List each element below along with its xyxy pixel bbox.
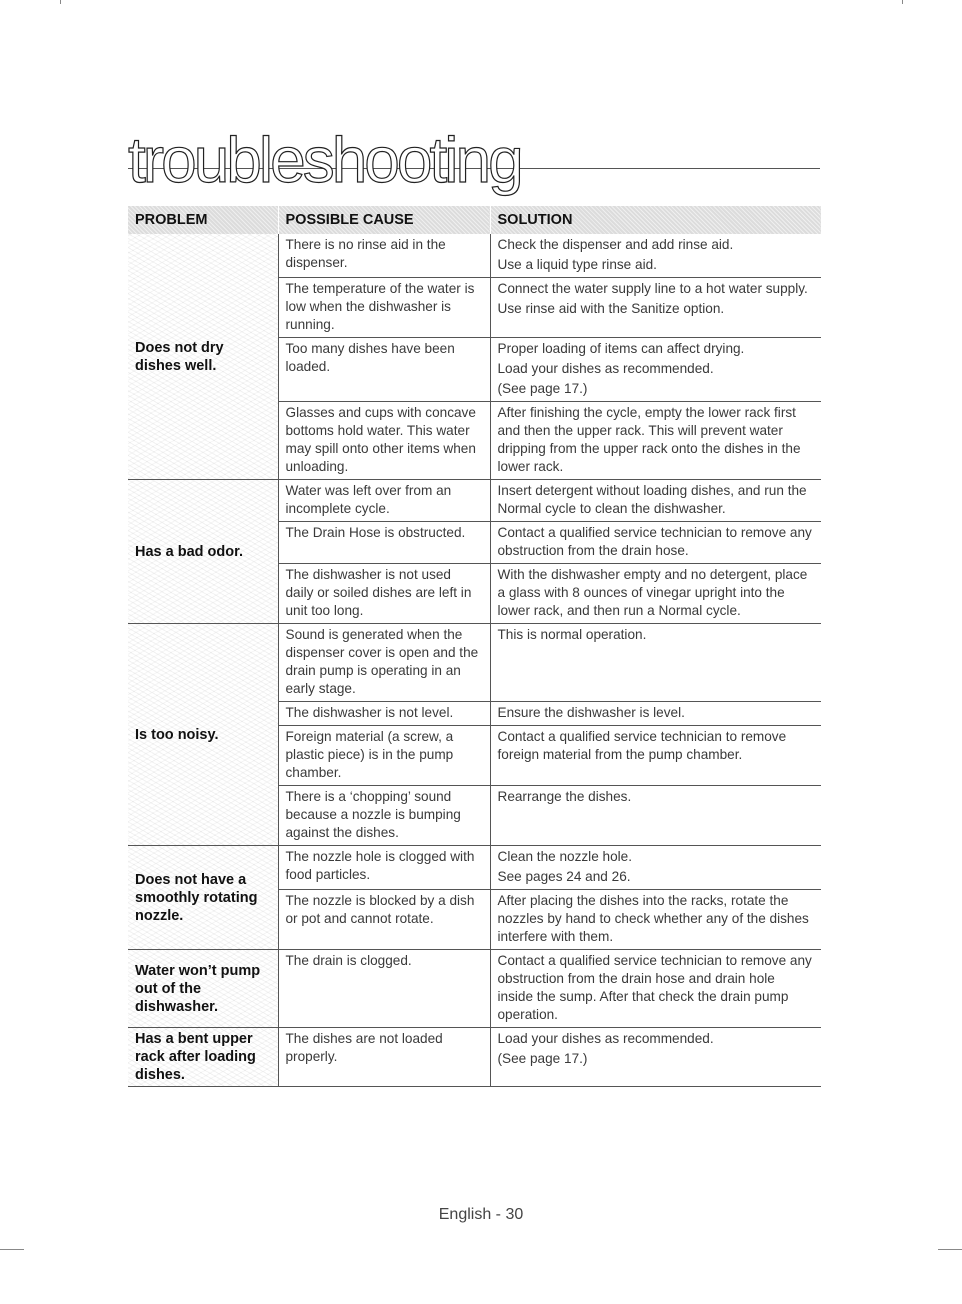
table-header-row <box>128 206 821 234</box>
problem-cell: Is too noisy. <box>128 624 278 846</box>
table-row <box>128 480 821 522</box>
troubleshooting-table <box>128 206 821 1087</box>
solution-line: This is normal operation. <box>497 627 647 642</box>
solution-line: After finishing the cycle, empty the lower rack first and then the upper rack. This will prevent water dripping from the upper rack onto the dishes in the lower rack. <box>497 405 801 474</box>
solution-cell <box>490 786 821 846</box>
page-footer: English - 30 <box>438 1206 524 1223</box>
solution-cell <box>490 624 821 702</box>
solution-line: Contact a qualified service technician to remove any obstruction from the drain hose. <box>497 525 812 558</box>
solution-line: Load your dishes as recommended. <box>497 1031 714 1046</box>
solution-line: After placing the dishes into the racks, rotate the nozzles by hand to check whether any of the dishes interfere with them. <box>497 893 809 944</box>
problem-cell: Has a bent upper rack after loading dishes. <box>128 1028 278 1087</box>
page-title <box>128 108 820 196</box>
solution-cell <box>490 480 821 522</box>
header-solution: SOLUTION <box>490 206 821 234</box>
crop-mark <box>0 1249 24 1250</box>
solution-cell <box>490 522 821 564</box>
header-problem: PROBLEM <box>128 206 278 234</box>
solution-cell <box>490 702 821 726</box>
table-row <box>128 846 821 890</box>
cause-cell: Water was left over from an incomplete cycle. <box>278 480 490 522</box>
solution-line: See pages 24 and 26. <box>497 869 631 884</box>
cause-cell: The dishes are not loaded properly. <box>278 1028 490 1087</box>
solution-line: Insert detergent without loading dishes, and run the Normal cycle to clean the dishwasher. <box>497 483 807 516</box>
solution-line: Ensure the dishwasher is level. <box>497 705 685 720</box>
cause-cell: Foreign material (a screw, a plastic piece) is in the pump chamber. <box>278 726 490 786</box>
cause-cell: There is no rinse aid in the dispenser. <box>278 234 490 278</box>
problem-cell: Water won’t pump out of the dishwasher. <box>128 950 278 1028</box>
solution-line: Use a liquid type rinse aid. <box>497 257 657 272</box>
solution-cell <box>490 950 821 1028</box>
solution-line: Rearrange the dishes. <box>497 789 632 804</box>
cause-cell: The drain is clogged. <box>278 950 490 1028</box>
solution-line: Use rinse aid with the Sanitize option. <box>497 301 725 316</box>
solution-line: (See page 17.) <box>497 1051 588 1066</box>
solution-line: Clean the nozzle hole. <box>497 849 633 864</box>
crop-mark <box>902 0 903 4</box>
table-row <box>128 234 821 278</box>
solution-cell <box>490 726 821 786</box>
table-row <box>128 1028 821 1087</box>
problem-cell: Does not dry dishes well. <box>128 234 278 480</box>
solution-line: Contact a qualified service technician to remove any obstruction from the drain hose and drain hole inside the sump. After that check the drain pump operation. <box>497 953 812 1022</box>
cause-cell: There is a ‘chopping’ sound because a nozzle is bumping against the dishes. <box>278 786 490 846</box>
solution-cell <box>490 1028 821 1087</box>
crop-mark <box>60 0 61 4</box>
table-body <box>128 234 821 1087</box>
solution-cell <box>490 234 821 278</box>
solution-cell <box>490 338 821 402</box>
cause-cell: Glasses and cups with concave bottoms hold water. This water may spill onto other items when unloading. <box>278 402 490 480</box>
cause-cell: Too many dishes have been loaded. <box>278 338 490 402</box>
solution-line: Connect the water supply line to a hot water supply. <box>497 281 808 296</box>
solution-line: Contact a qualified service technician to remove foreign material from the pump chamber. <box>497 729 787 762</box>
solution-line: With the dishwasher empty and no detergent, place a glass with 8 ounces of vinegar upright into the lower rack, and then run a Normal cycle. <box>497 567 808 618</box>
solution-cell <box>490 564 821 624</box>
table-row <box>128 624 821 702</box>
cause-cell: The nozzle hole is clogged with food particles. <box>278 846 490 890</box>
solution-line: (See page 17.) <box>497 381 588 396</box>
solution-cell <box>490 278 821 338</box>
solution-cell <box>490 846 821 890</box>
crop-mark <box>938 1249 962 1250</box>
problem-cell: Has a bad odor. <box>128 480 278 624</box>
cause-cell: The temperature of the water is low when the dishwasher is running. <box>278 278 490 338</box>
cause-cell: The dishwasher is not used daily or soiled dishes are left in unit too long. <box>278 564 490 624</box>
solution-cell <box>490 402 821 480</box>
header-cause: POSSIBLE CAUSE <box>278 206 490 234</box>
table-row <box>128 950 821 1028</box>
cause-cell: The nozzle is blocked by a dish or pot and cannot rotate. <box>278 890 490 950</box>
cause-cell: The Drain Hose is obstructed. <box>278 522 490 564</box>
problem-cell: Does not have a smoothly rotating nozzle. <box>128 846 278 950</box>
page-title-text: troubleshooting <box>128 124 521 196</box>
solution-line: Load your dishes as recommended. <box>497 361 714 376</box>
solution-line: Proper loading of items can affect drying. <box>497 341 745 356</box>
cause-cell: The dishwasher is not level. <box>278 702 490 726</box>
solution-line: Check the dispenser and add rinse aid. <box>497 237 734 252</box>
cause-cell: Sound is generated when the dispenser cover is open and the drain pump is operating in an early stage. <box>278 624 490 702</box>
solution-cell <box>490 890 821 950</box>
